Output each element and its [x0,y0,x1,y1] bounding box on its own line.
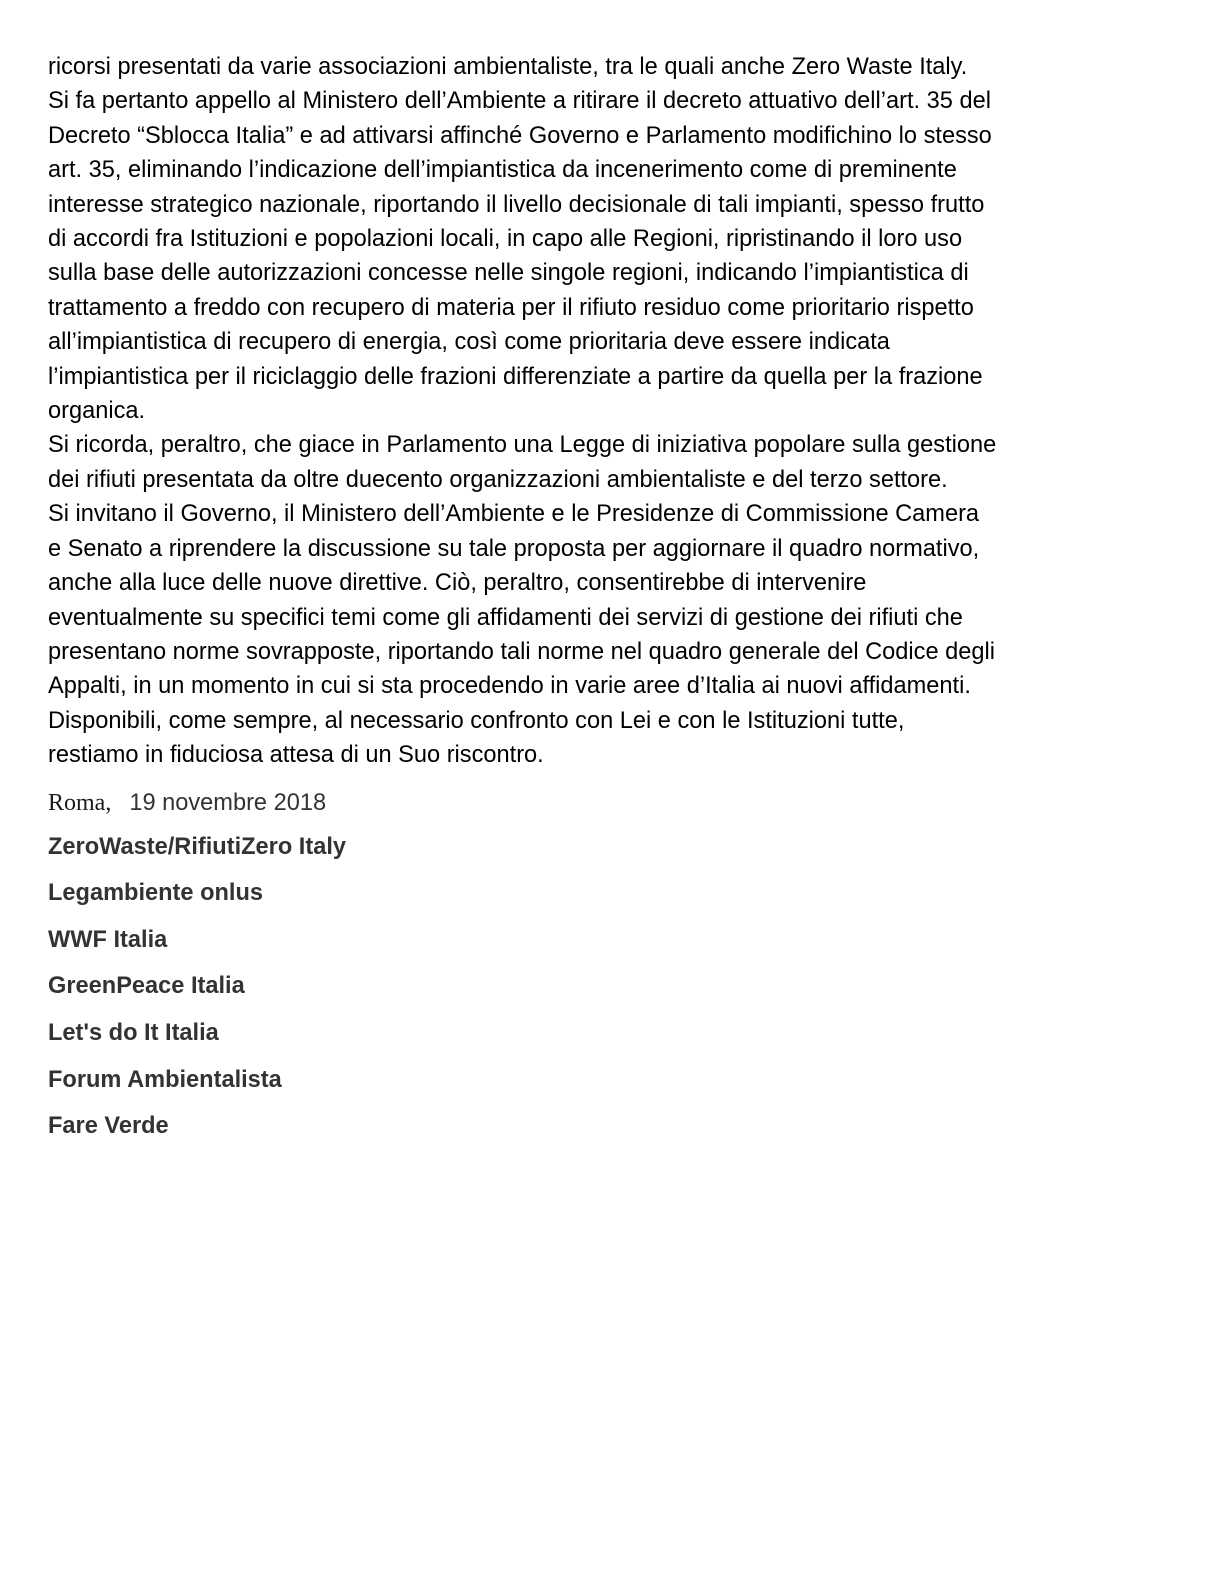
letter-body [48,50,1188,773]
signatory: Let's do It Italia [48,1019,219,1046]
body-line: organica. [48,398,146,425]
body-line: Disponibili, come sempre, al necessario confronto con Lei e con le Istituzioni tutte, [48,707,905,734]
body-line: all’impiantistica di recupero di energia, così come prioritaria deve essere indicata [48,329,890,356]
body-line: Si ricorda, peraltro, che giace in Parlamento una Legge di iniziativa popolare sulla gestione [48,432,997,459]
body-line: di accordi fra Istituzioni e popolazioni locali, in capo alle Regioni, ripristinando il loro uso [48,226,963,253]
body-line: ricorsi presentati da varie associazioni ambientaliste, tra le quali anche Zero Waste Italy. [48,54,968,80]
body-line: Si fa pertanto appello al Ministero dell’Ambiente a ritirare il decreto attuativo dell’art. 35 del [48,88,991,115]
place-name: Roma, [48,789,112,816]
body-line: dei rifiuti presentata da oltre duecento organizzazioni ambientaliste e del terzo settore. [48,466,948,493]
body-line: Appalti, in un momento in cui si sta procedendo in varie aree d’Italia ai nuovi affidamenti. [48,673,971,700]
body-line: trattamento a freddo con recupero di materia per il rifiuto residuo come prioritario rispetto [48,294,974,321]
signatory: Forum Ambientalista [48,1066,282,1093]
signatory: GreenPeace Italia [48,973,245,1000]
dateline [48,787,1188,819]
body-line: sulla base delle autorizzazioni concesse nelle singole regioni, indicando l’impiantistica di [48,260,969,287]
body-line: interesse strategico nazionale, riportando il livello decisionale di tali impianti, spesso frutto [48,191,985,218]
signatory: Fare Verde [48,1113,169,1140]
body-line: restiamo in fiduciosa attesa di un Suo riscontro. [48,742,544,769]
signatories-list [48,832,1188,1143]
body-line: e Senato a riprendere la discussione su tale proposta per aggiornare il quadro normativo, [48,535,980,562]
letter-date: 19 novembre 2018 [129,789,327,816]
body-line: presentano norme sovrapposte, riportando tali norme nel quadro generale del Codice degli [48,638,995,665]
body-line: art. 35, eliminando l’indicazione dell’impiantistica da incenerimento come di preminente [48,157,957,184]
body-line: l’impiantistica per il riciclaggio delle frazioni differenziate a partire da quella per la frazione [48,363,983,390]
body-line: eventualmente su specifici temi come gli affidamenti dei servizi di gestione dei rifiuti che [48,604,963,631]
signatory: ZeroWaste/RifiutiZero Italy [48,833,347,860]
body-line: anche alla luce delle nuove direttive. Ciò, peraltro, consentirebbe di intervenire [48,570,867,597]
signatory: Legambiente onlus [48,880,263,907]
signatory: WWF Italia [48,926,168,953]
body-line: Si invitano il Governo, il Ministero dell’Ambiente e le Presidenze di Commissione Camera [48,501,980,528]
letter-page [48,50,1188,1158]
body-line: Decreto “Sblocca Italia” e ad attivarsi affinché Governo e Parlamento modifichino lo stesso [48,122,992,149]
